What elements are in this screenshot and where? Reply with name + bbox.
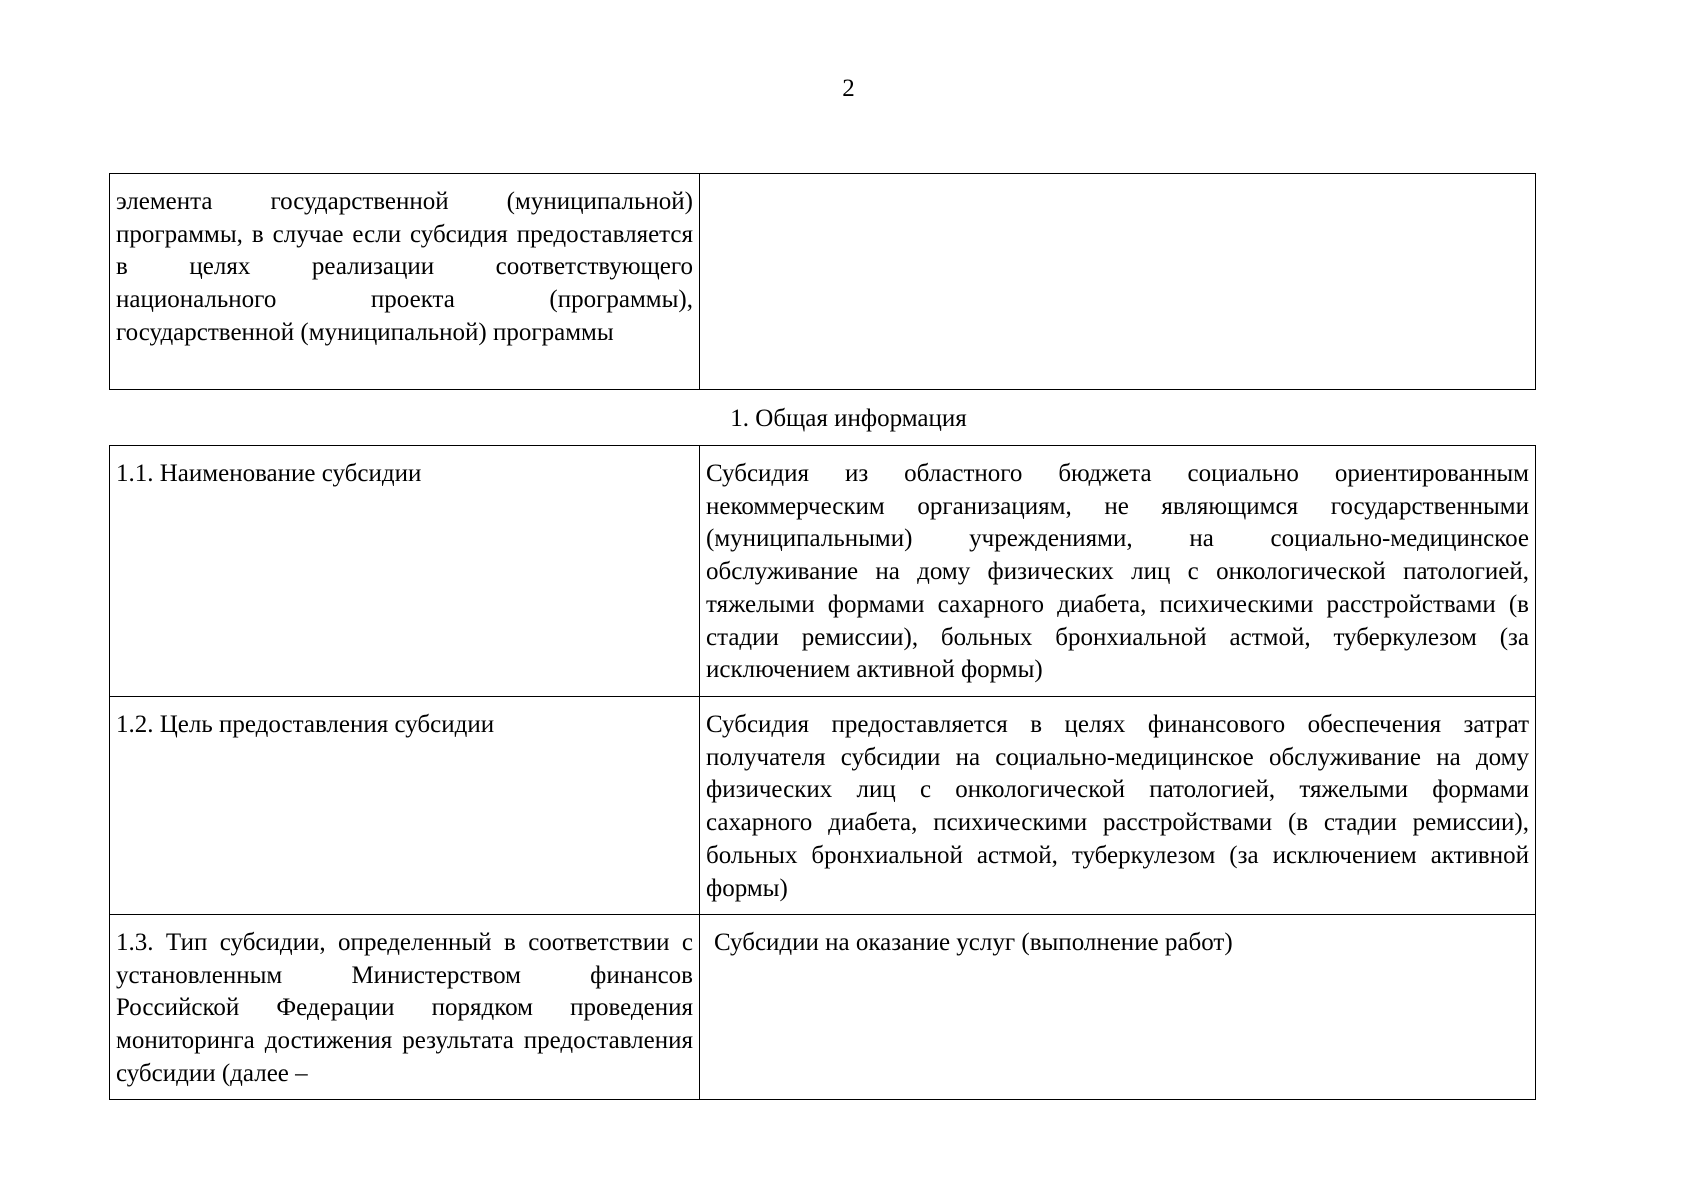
section-heading: 1. Общая информация [730, 405, 967, 432]
table-row [110, 174, 1536, 390]
general-info-table [109, 445, 1536, 1100]
table-row [110, 697, 1536, 915]
subsidy-purpose-label: 1.2. Цель предоставления субсидии [110, 697, 700, 915]
program-element-value [700, 174, 1536, 390]
subsidy-name-label: 1.1. Наименование субсидии [110, 446, 700, 697]
subsidy-type-value: Субсидии на оказание услуг (выполнение работ) [700, 915, 1536, 1100]
top-table [109, 173, 1536, 390]
subsidy-purpose-value: Субсидия предоставляется в целях финансового обеспечения затрат получателя субсидии на социально-медицинское обслуживание на дому физических лиц с онкологической патологией, тяжелыми формами сахарного диабета, психическими расстройствами (в стадии ремиссии), больных бронхиальной астмой, туберкулезом (за исключением активной формы) [700, 697, 1536, 915]
page-number: 2 [842, 75, 855, 102]
subsidy-name-value: Субсидия из областного бюджета социально ориентированным некоммерческим организациям, не являющимся государственными (муниципальными) учреждениями, на социально-медицинское обслуживание на дому физических лиц с онкологической патологией, тяжелыми формами сахарного диабета, психическими расстройствами (в стадии ремиссии), больных бронхиальной астмой, туберкулезом (за исключением активной формы) [700, 446, 1536, 697]
table-row [110, 915, 1536, 1100]
subsidy-type-label: 1.3. Тип субсидии, определенный в соответствии с установленным Министерством финансов Российской Федерации порядком проведения мониторинга достижения результата предоставления субсидии (далее – [110, 915, 700, 1100]
table-row [110, 446, 1536, 697]
program-element-label: элемента государственной (муниципальной) программы, в случае если субсидия предоставляется в целях реализации соответствующего национального проекта (программы), государственной (муниципальной) программы [110, 174, 700, 390]
